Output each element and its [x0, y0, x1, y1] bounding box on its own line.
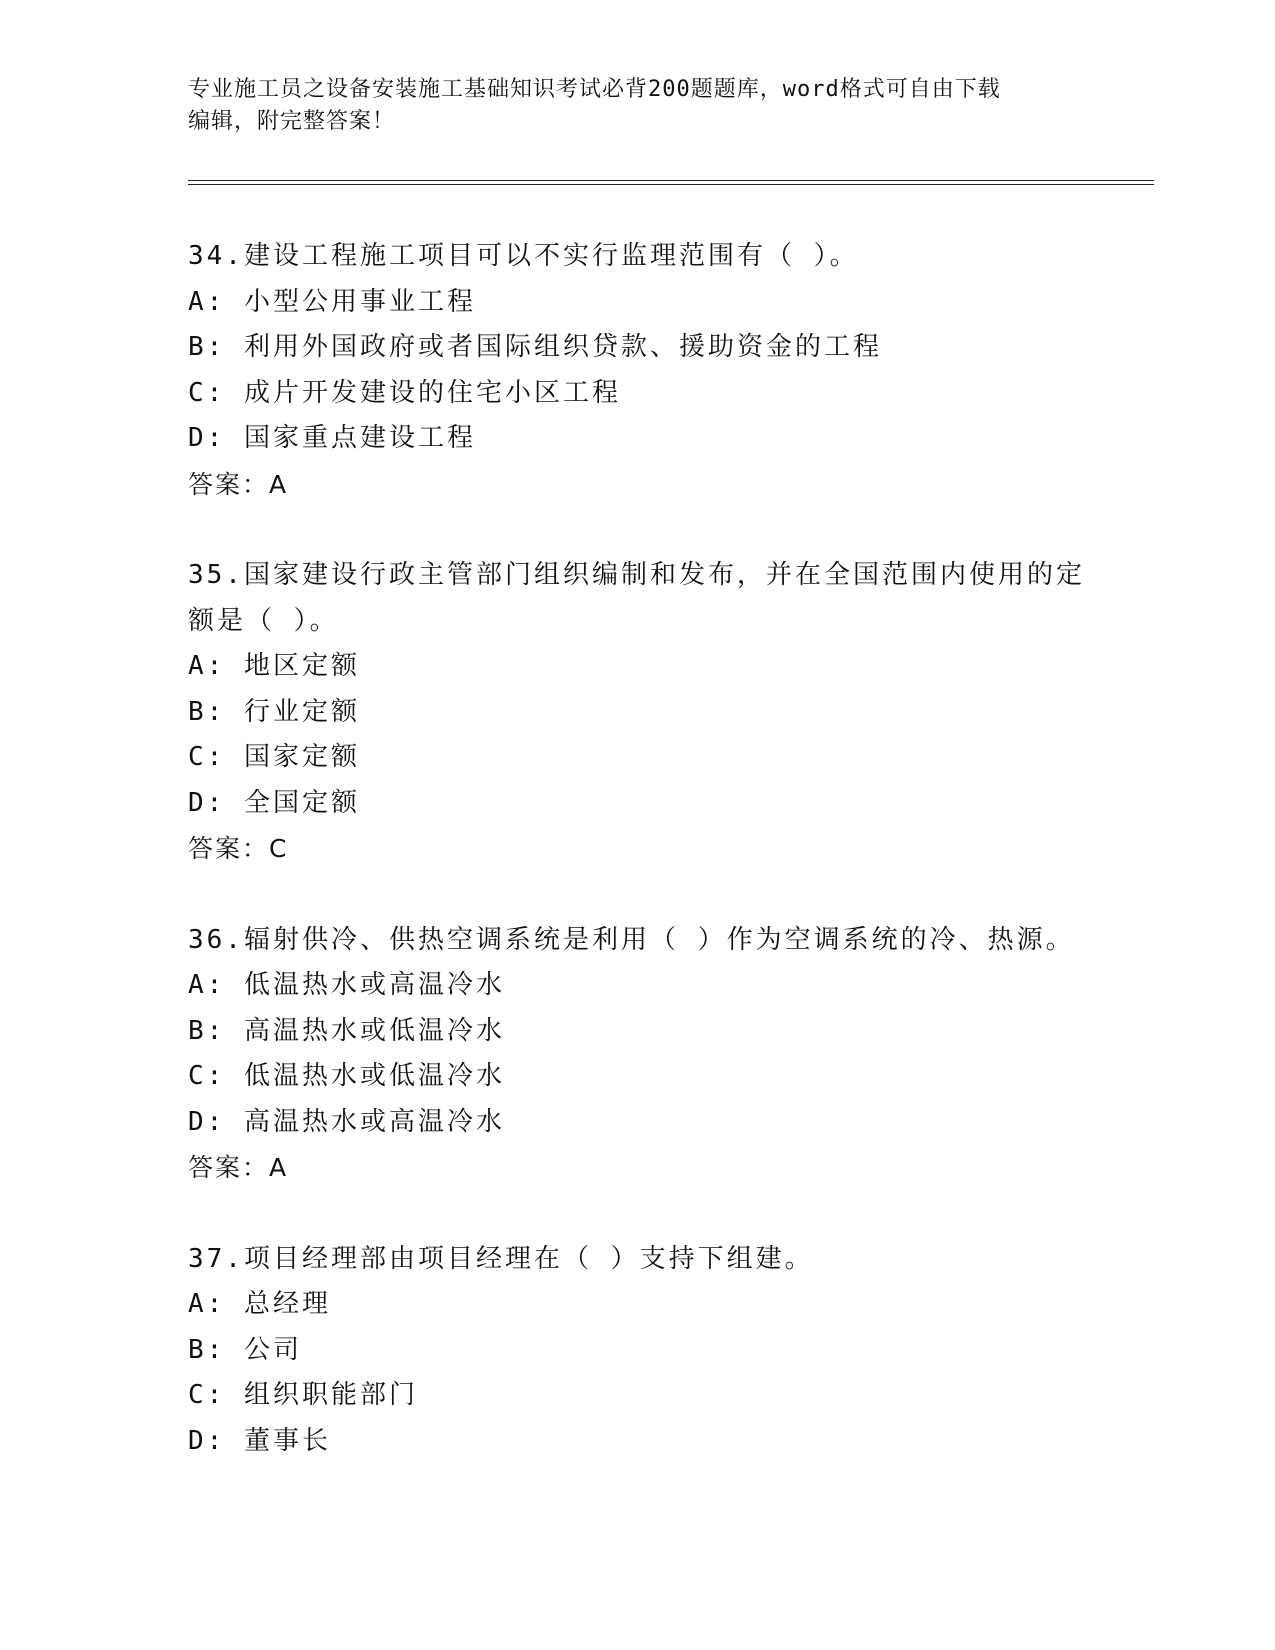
question-35 [188, 553, 1088, 872]
header-divider-bottom [188, 184, 1154, 185]
question-37 [188, 1237, 1088, 1465]
option-c: C: 成片开发建设的住宅小区工程 [188, 377, 621, 408]
option-d: D: 全国定额 [188, 787, 360, 818]
option-c: C: 组织职能部门 [188, 1380, 418, 1410]
option-c: C: 国家定额 [188, 742, 360, 772]
question-34 [188, 234, 1088, 507]
option-a: A: 总经理 [188, 1289, 331, 1319]
header-line-2: 编辑，附完整答案！ [188, 109, 396, 134]
header-line-1: 专业施工员之设备安装施工基础知识考试必背200题题库，word格式可自由下载 [188, 77, 1001, 102]
answer-label: 答案：A [188, 469, 289, 499]
option-b: B: 行业定额 [188, 696, 360, 727]
question-stem: 35.国家建设行政主管部门组织编制和发布，并在全国范围内使用的定 [188, 560, 1085, 590]
answer-label: 答案：C [188, 834, 289, 863]
option-b: B: 公司 [188, 1334, 302, 1365]
question-stem: 37.项目经理部由项目经理在（ ）支持下组建。 [188, 1243, 814, 1274]
question-list [188, 234, 1088, 1510]
option-a: A: 低温热水或高温冷水 [188, 970, 505, 1000]
question-36 [188, 918, 1088, 1191]
option-d: D: 国家重点建设工程 [188, 423, 476, 453]
option-d: D: 董事长 [188, 1425, 331, 1456]
option-c: C: 低温热水或低温冷水 [188, 1061, 505, 1091]
answer-label: 答案：A [188, 1153, 289, 1182]
question-stem: 34.建设工程施工项目可以不实行监理范围有（ ）。 [188, 241, 859, 271]
option-b: B: 高温热水或低温冷水 [188, 1015, 505, 1046]
option-d: D: 高温热水或高温冷水 [188, 1106, 505, 1137]
option-b: B: 利用外国政府或者国际组织贷款、援助资金的工程 [188, 332, 882, 362]
document-header [188, 74, 1068, 138]
question-stem: 36.辐射供冷、供热空调系统是利用（ ）作为空调系统的冷、热源。 [188, 924, 1075, 955]
header-divider-top [188, 180, 1154, 181]
option-a: A: 地区定额 [188, 651, 360, 681]
option-a: A: 小型公用事业工程 [188, 286, 476, 317]
question-stem-continued: 额是（ ）。 [188, 605, 339, 636]
